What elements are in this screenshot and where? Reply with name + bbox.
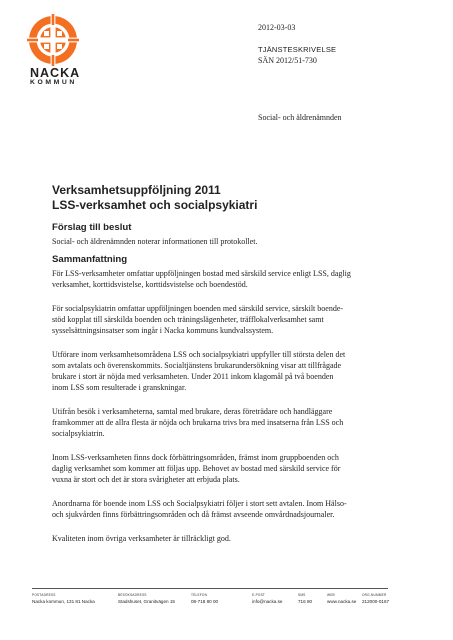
text-line: framkommer att de allra flesta är nöjda och brukarna trivs bra med insatserna från LSS och xyxy=(52,418,344,427)
summary-heading: Sammanfattning xyxy=(52,254,128,265)
text-line: inom LSS som resulterade i granskningar. xyxy=(52,383,187,392)
summary-paragraph-2 xyxy=(52,303,392,336)
text-line: och sjukvården finns förbättringsområden och då främst avseende omvårdnadsjournaler. xyxy=(52,510,335,519)
footer-org-number xyxy=(362,592,389,605)
footer-phone xyxy=(191,592,218,605)
summary-paragraph-1 xyxy=(52,268,392,290)
footer-label: ORG.NUMMER xyxy=(362,593,387,597)
footer-label: POSTADRESS xyxy=(32,593,56,597)
reference-number: SÄN 2012/51-730 xyxy=(258,56,317,65)
footer-label: SMS xyxy=(298,593,306,597)
footer-web xyxy=(327,592,356,605)
text-line: verksamhet, korttidsvistelse, korttidsvistelse och boendestöd. xyxy=(52,280,248,289)
footer-sms xyxy=(298,592,312,605)
summary-paragraph-7 xyxy=(52,533,392,544)
text-line: För LSS-verksamheter omfattar uppföljningen bostad med särskild service enligt LSS, daglig xyxy=(52,269,351,278)
text-line: Utförare inom verksamhetsområdena LSS och socialpsykiatri uppfyller till största delen det xyxy=(52,350,346,359)
footer-value: Stadshuset, Granitvägen 15 xyxy=(118,599,175,604)
logo-wordmark: NACKA xyxy=(30,66,81,80)
footer-value[interactable]: www.nacka.se xyxy=(327,599,357,604)
footer-value: 212000-0167 xyxy=(362,599,390,604)
text-line: som avtalats och överenskommits. Socialtjänstens brukarundersökning visar att tillfrågade xyxy=(52,361,342,370)
footer-postal-address xyxy=(32,592,95,605)
footer-value[interactable]: info@nacka.se xyxy=(252,599,283,604)
footer-value: Nacka kommun, 131 81 Nacka xyxy=(32,599,95,604)
text-line: För socialpsykiatrin omfattar uppföljningen boenden med särskild service, särskilt boende- xyxy=(52,304,344,313)
summary-paragraph-5 xyxy=(52,452,392,485)
footer-value: 08-718 80 00 xyxy=(191,599,219,604)
text-line: Inom LSS-verksamheten finns dock förbättringsområden, främst inom gruppboenden och xyxy=(52,453,339,462)
document-date: 2012-03-03 xyxy=(258,23,296,32)
footer-label: BESÖKSADRESS xyxy=(118,593,147,597)
text-line: vuxna är stort och det är stora svårigheter att erbjuda plats. xyxy=(52,475,240,484)
document-subtitle: LSS-verksamhet och socialpsykiatri xyxy=(52,198,258,212)
footer-divider xyxy=(32,588,388,589)
proposal-heading: Förslag till beslut xyxy=(52,222,132,233)
text-line: sysselsättningsinsatser som ingår i Nacka kommuns kundvalssystem. xyxy=(52,326,274,335)
text-line: Social- och äldrenämnden noterar informationen till protokollet. xyxy=(52,237,258,246)
summary-paragraph-6 xyxy=(52,498,392,520)
text-line: daglig verksamhet som kommer att följas upp. Behovet av bostad med särskild service för xyxy=(52,464,341,473)
logo-subtitle: KOMMUN xyxy=(30,79,77,86)
footer-email xyxy=(252,592,282,605)
document-type: TJÄNSTESKRIVELSE xyxy=(258,45,337,54)
text-line: Utifrån besök i verksamheterna, samtal med brukare, deras företrädare och handläggare xyxy=(52,407,333,416)
footer-label: WEB xyxy=(327,593,335,597)
text-line: brukare i stort är nöjda med verksamheten. Under 2011 inkom klagomål på två boenden xyxy=(52,372,334,381)
footer-value: 716 80 xyxy=(298,599,313,604)
footer-label: E-POST xyxy=(252,593,266,597)
document-title: Verksamhetsuppföljning 2011 xyxy=(52,183,221,197)
footer-visiting-address xyxy=(118,592,175,605)
recipient: Social- och äldrenämnden xyxy=(258,113,342,122)
text-line: Kvaliteten inom övriga verksamheter är tillräckligt god. xyxy=(52,534,231,543)
text-line: stöd kopplat till särskilda boenden och träningslägenheter, träfflokalverksamhet samt xyxy=(52,315,324,324)
summary-paragraph-3 xyxy=(52,349,392,393)
footer-label: TELEFON xyxy=(191,593,208,597)
proposal-text xyxy=(52,236,392,247)
summary-paragraph-4 xyxy=(52,406,392,439)
text-line: Anordnarna för boende inom LSS och Socialpsykiatri följer i stort sett avtalen. Inom Hälso- xyxy=(52,499,347,508)
text-line: socialpsykiatrin. xyxy=(52,429,105,438)
